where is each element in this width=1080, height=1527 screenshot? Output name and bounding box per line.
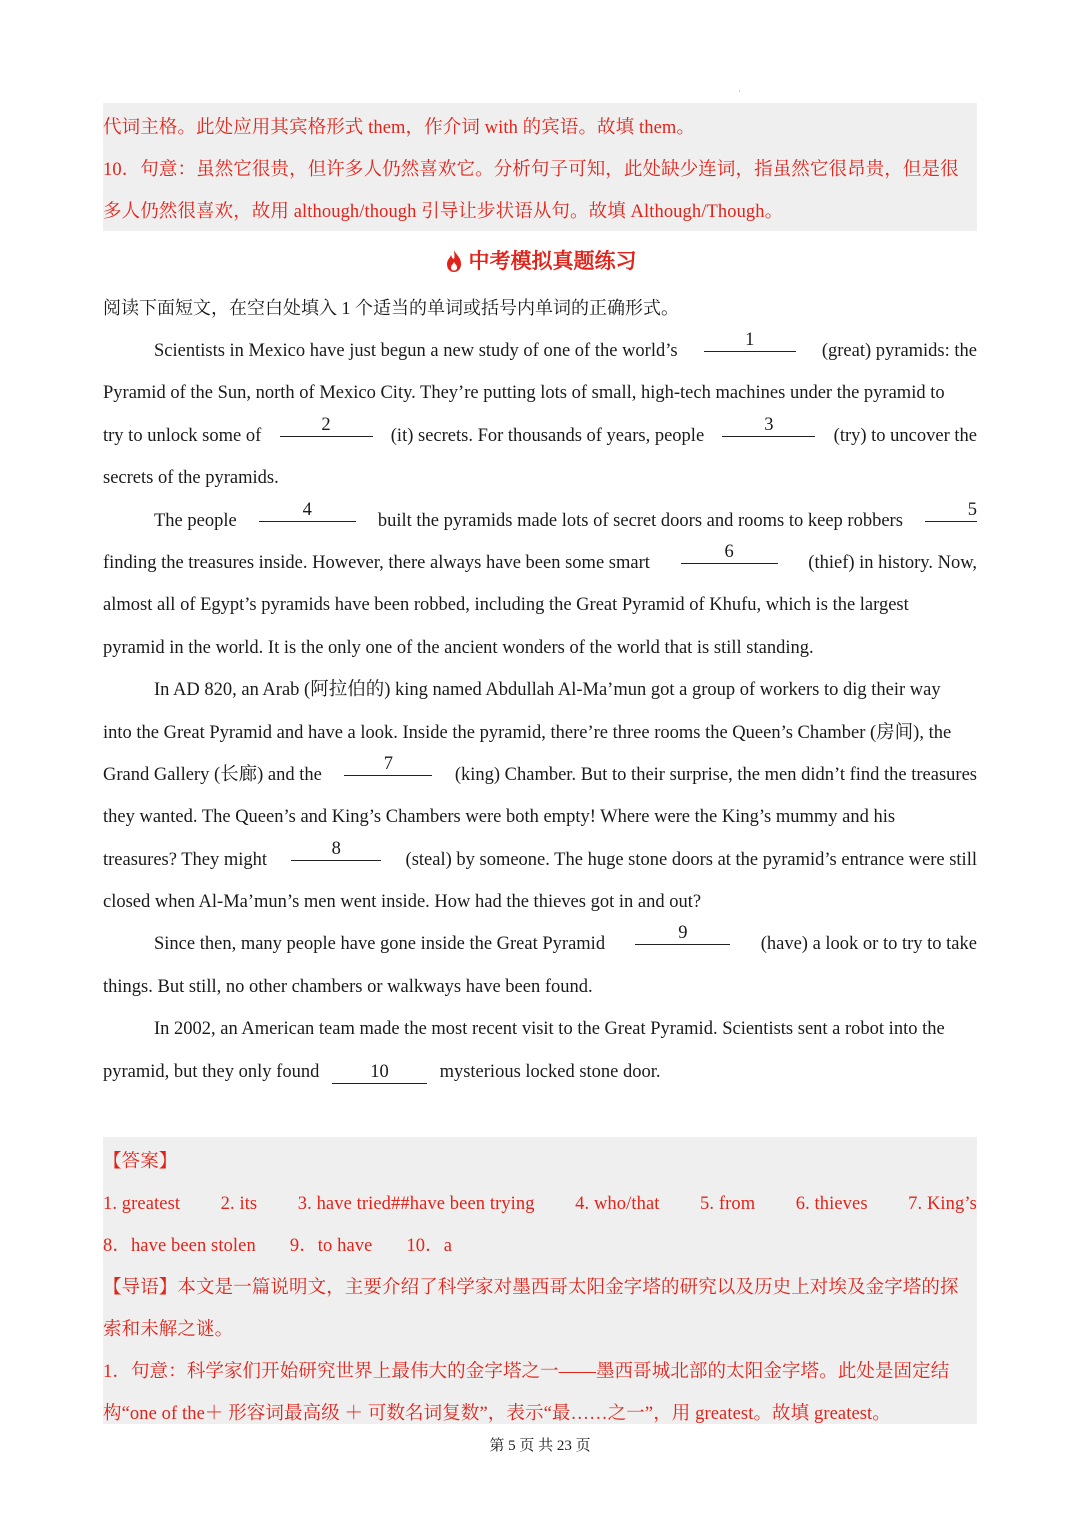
answer-item: 4. who/that [575, 1194, 660, 1214]
text: (great) pyramids: the [821, 341, 977, 361]
explanation-line: 代词主格。此处应用其宾格形式 them，作介词 with 的宾语。故填 them。 [103, 118, 695, 138]
text: built the pyramids made lots of secret doors and rooms to keep robbers [377, 510, 903, 531]
text: Scientists in Mexico have just begun a new study of one of the world’s [154, 341, 678, 361]
text: pyramid, but they only found [103, 1061, 320, 1082]
passage-line: Pyramid of the Sun, north of Mexico City. They’re putting lots of small, high-tech machines under the pyramid to [103, 383, 945, 404]
passage-line: pyramid in the world. It is the only one of the ancient wonders of the world that is still standing. [103, 637, 814, 658]
answer-item: 2. its [220, 1194, 258, 1214]
page-mark: · [738, 86, 741, 96]
passage-line [103, 839, 977, 881]
answer-item: 5. from [700, 1194, 756, 1214]
answer-item: 6. thieves [795, 1194, 868, 1214]
answer-item: 10．a [406, 1236, 453, 1256]
blank-5: 5 [925, 500, 977, 522]
passage-line: In AD 820, an Arab (阿拉伯的) king named Abdullah Al-Ma’mun got a group of workers to dig their way [154, 680, 941, 701]
passage-line: things. But still, no other chambers or walkways have been found. [103, 976, 593, 997]
passage-line [103, 330, 977, 372]
text: (have) a look or to try to take [760, 934, 977, 955]
explanation-line: 多人仍然很喜欢，故用 although/though 引导让步状语从句。故填 Although/Though。 [103, 202, 784, 222]
text: try to unlock some of [103, 425, 262, 446]
passage-line: secrets of the pyramids. [103, 468, 279, 489]
page-footer: 第 5 页 共 23 页 [489, 1438, 591, 1454]
instruction: 阅读下面短文，在空白处填入 1 个适当的单词或括号内单词的正确形式。 [103, 298, 679, 318]
explanation-line: 1．句意：科学家们开始研究世界上最伟大的金字塔之一——墨西哥城北部的太阳金字塔。此处是固定结 [103, 1362, 950, 1382]
answer-row [103, 1183, 977, 1225]
blank-2: 2 [280, 415, 373, 437]
passage-line: closed when Al-Ma’mun’s men went inside. How had the thieves got in and out? [103, 892, 702, 913]
text: finding the treasures inside. However, there always have been some smart [103, 552, 650, 573]
blank-8: 8 [291, 839, 381, 861]
text: Since then, many people have gone inside the Great Pyramid [154, 934, 606, 955]
blank-10: 10 [332, 1062, 427, 1084]
text: (it) secrets. For thousands of years, people [390, 425, 705, 446]
answer-item: 3. have tried##have been trying [297, 1194, 535, 1214]
answer-item: 9．to have [289, 1236, 373, 1256]
text: (king) Chamber. But to their surprise, the men didn’t find the treasures [454, 764, 977, 785]
blank-3: 3 [722, 415, 815, 437]
explanation-box-top [103, 103, 977, 231]
passage-line: into the Great Pyramid and have a look. Inside the pyramid, there’re three rooms the Queen’s Chamber (房间), the [103, 722, 952, 743]
explanation-line: 构“one of the＋ 形容词最高级 ＋ 可数名词复数”，表示“最……之一”，用 greatest。故填 greatest。 [103, 1404, 891, 1424]
answer-heading: 【答案】 [103, 1152, 178, 1172]
fire-icon [444, 249, 464, 273]
blank-7: 7 [344, 754, 432, 776]
passage-line: they wanted. The Queen’s and King’s Chambers were both empty! Where were the King’s mummy and his [103, 807, 896, 828]
text: (try) to uncover the [833, 425, 977, 446]
text: treasures? They might [103, 849, 268, 870]
blank-1: 1 [704, 330, 796, 352]
answer-item: 7. King’s [908, 1194, 977, 1214]
answer-box [103, 1137, 977, 1424]
text: The people [154, 510, 237, 531]
answer-item: 1. greatest [103, 1194, 181, 1214]
passage-line [103, 542, 977, 584]
answer-item: 8．have been stolen [103, 1236, 256, 1256]
text: Grand Gallery (长廊) and the [103, 764, 322, 785]
passage-line [103, 754, 977, 796]
passage-line: In 2002, an American team made the most recent visit to the Great Pyramid. Scientists sent a robot into the [154, 1019, 945, 1040]
guide-line: 索和未解之谜。 [103, 1320, 234, 1340]
blank-6: 6 [681, 542, 778, 564]
guide-line: 【导语】本文是一篇说明文，主要介绍了科学家对墨西哥太阳金字塔的研究以及历史上对埃及金字塔的探 [103, 1278, 959, 1298]
passage-line: almost all of Egypt’s pyramids have been robbed, including the Great Pyramid of Khufu, which is the largest [103, 595, 909, 616]
passage [103, 330, 977, 1093]
blank-4: 4 [259, 500, 356, 522]
passage-line [103, 923, 977, 965]
passage-line [103, 415, 977, 457]
text: (steal) by someone. The huge stone doors at the pyramid’s entrance were still [405, 849, 977, 870]
section-title-text: 中考模拟真题练习 [468, 249, 637, 273]
section-title [0, 240, 1080, 282]
explanation-line: 10．句意：虽然它很贵，但许多人仍然喜欢它。分析句子可知，此处缺少连词，指虽然它很昂贵，但是很 [103, 160, 959, 180]
text: (thief) in history. Now, [808, 552, 977, 573]
passage-line [103, 1051, 977, 1093]
blank-9: 9 [635, 923, 730, 945]
passage-line [103, 500, 977, 542]
text: mysterious locked stone door. [439, 1061, 661, 1082]
answer-row [103, 1225, 977, 1267]
